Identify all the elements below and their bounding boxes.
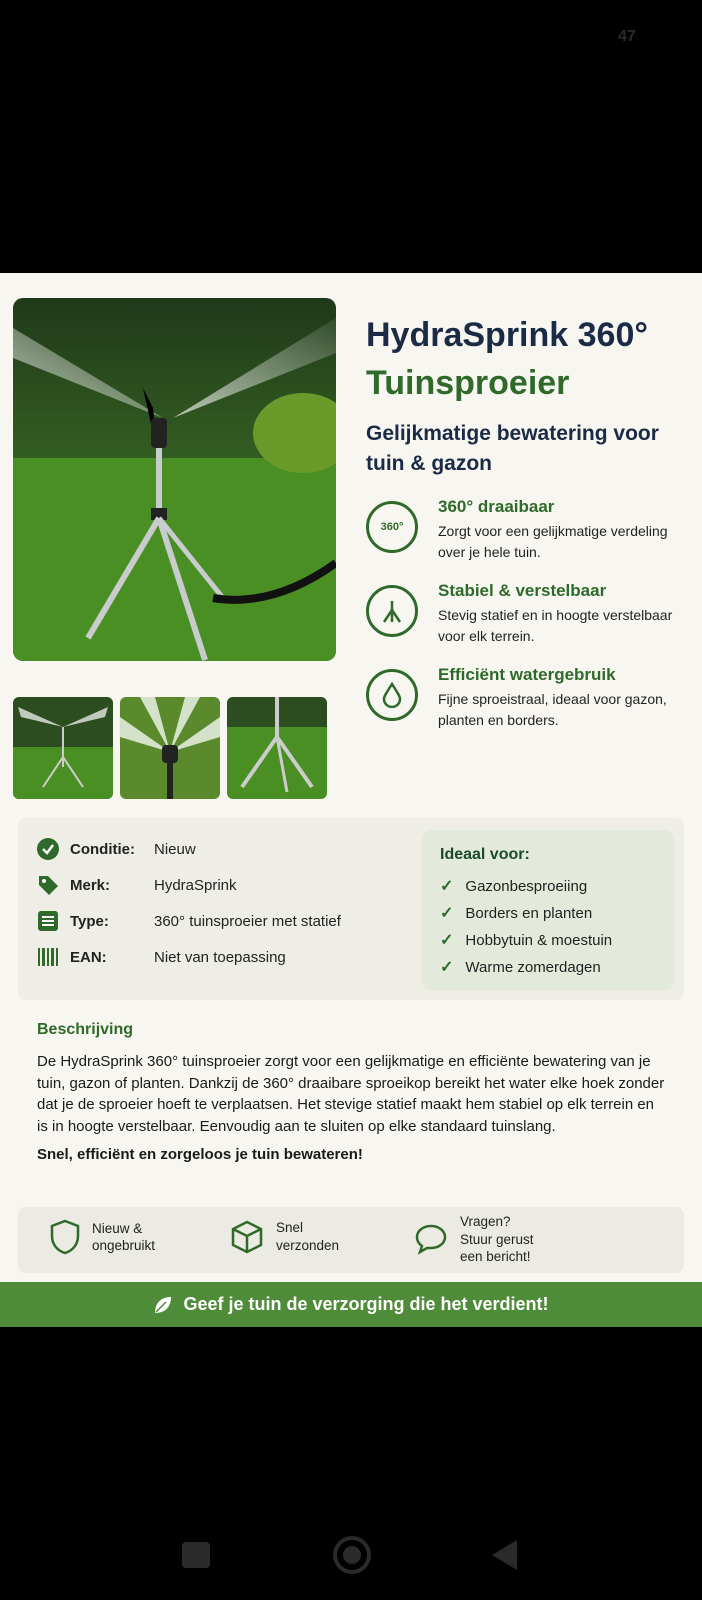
product-main-image[interactable] <box>13 298 336 661</box>
check-icon: ✓ <box>440 905 454 922</box>
spec-row-type <box>36 908 341 934</box>
check-circle-icon <box>36 837 60 861</box>
back-button[interactable] <box>492 1540 517 1570</box>
product-subtitle: Gelijkmatige bewatering voor tuin & gazon <box>366 422 659 475</box>
description-body: De HydraSprink 360° tuinsproeier zorgt voor een gelijkmatige en efficiënte bewatering van je tuin, gazon of planten. Dankzij de 360° draaibare sproeikop bereikt het water elke hoek zonder dat je de sproeier hoeft te verplaatsen. Het stevige statief maakt hem stabiel op elk terrein en is in hoogte verstelbaar. Eenvoudig aan te sluiten op elke standaard tuinslang. <box>37 1053 665 1135</box>
description-closing: Snel, efficiënt en zorgeloos je tuin bewateren! <box>37 1146 363 1163</box>
home-button[interactable] <box>333 1536 371 1574</box>
feature-water <box>366 665 686 735</box>
check-icon: ✓ <box>440 959 454 976</box>
product-title-line1: HydraSprink 360° <box>366 316 648 354</box>
specs-panel <box>18 818 684 1000</box>
360-rotate-icon: 360° <box>366 501 418 553</box>
feature-text: Stevig statief en in hoogte verstelbaar voor elk terrein. <box>438 607 673 644</box>
product-title-line2: Tuinsproeier <box>366 364 570 402</box>
status-indicator: 47 <box>618 28 636 45</box>
badge-new: Nieuw & ongebruikt <box>50 1219 155 1255</box>
product-title <box>366 311 648 407</box>
feature-title: Efficiënt watergebruik <box>438 665 616 684</box>
product-thumbnail-1[interactable] <box>13 697 113 799</box>
spec-row-condition <box>36 836 196 862</box>
feature-rotation <box>366 497 686 567</box>
box-icon <box>230 1220 264 1254</box>
ideal-for-box <box>422 830 674 990</box>
badge-shipping: Snel verzonden <box>230 1219 339 1254</box>
spec-value: Niet van toepassing <box>154 948 286 966</box>
spec-row-brand <box>36 872 237 898</box>
feature-title: 360° draaibaar <box>438 497 555 516</box>
chat-icon <box>414 1222 448 1256</box>
shield-icon <box>50 1219 80 1255</box>
spec-value: Nieuw <box>154 840 196 858</box>
check-icon: ✓ <box>440 878 454 895</box>
leaf-icon <box>153 1295 173 1315</box>
spec-value: HydraSprink <box>154 876 237 894</box>
feature-text: Fijne sproeistraal, ideaal voor gazon, planten en borders. <box>438 691 667 728</box>
promo-banner: Geef je tuin de verzorging die het verdient! <box>0 1282 702 1327</box>
spec-label: Type: <box>70 912 109 930</box>
list-icon <box>36 909 60 933</box>
spec-label: Merk: <box>70 876 111 894</box>
barcode-icon <box>36 945 60 969</box>
water-drop-icon <box>366 669 418 721</box>
check-icon: ✓ <box>440 932 454 949</box>
ideal-item: ✓ Warme zomerdagen <box>440 958 601 976</box>
feature-title: Stabiel & verstelbaar <box>438 581 607 600</box>
tag-icon <box>36 873 60 897</box>
feature-text: Zorgt voor een gelijkmatige verdeling over je hele tuin. <box>438 523 668 560</box>
ideal-for-title: Ideaal voor: <box>440 846 530 863</box>
tripod-icon <box>366 585 418 637</box>
spec-label: Conditie: <box>70 840 135 858</box>
product-card <box>0 273 702 1327</box>
trust-badges <box>18 1207 684 1273</box>
product-thumbnail-3[interactable] <box>227 697 327 799</box>
spec-value: 360° tuinsproeier met statief <box>154 912 341 930</box>
ideal-item: ✓ Gazonbesproeiing <box>440 877 588 895</box>
description-heading: Beschrijving <box>37 1021 134 1038</box>
product-thumbnail-2[interactable] <box>120 697 220 799</box>
spec-row-ean <box>36 944 286 970</box>
ideal-item: ✓ Borders en planten <box>440 904 593 922</box>
ideal-item: ✓ Hobbytuin & moestuin <box>440 931 613 949</box>
spec-label: EAN: <box>70 948 107 966</box>
recent-apps-button[interactable] <box>182 1542 210 1568</box>
feature-stability <box>366 581 686 651</box>
badge-questions[interactable]: Vragen? Stuur gerust een bericht! <box>414 1213 534 1266</box>
system-nav-bar <box>0 1530 702 1580</box>
